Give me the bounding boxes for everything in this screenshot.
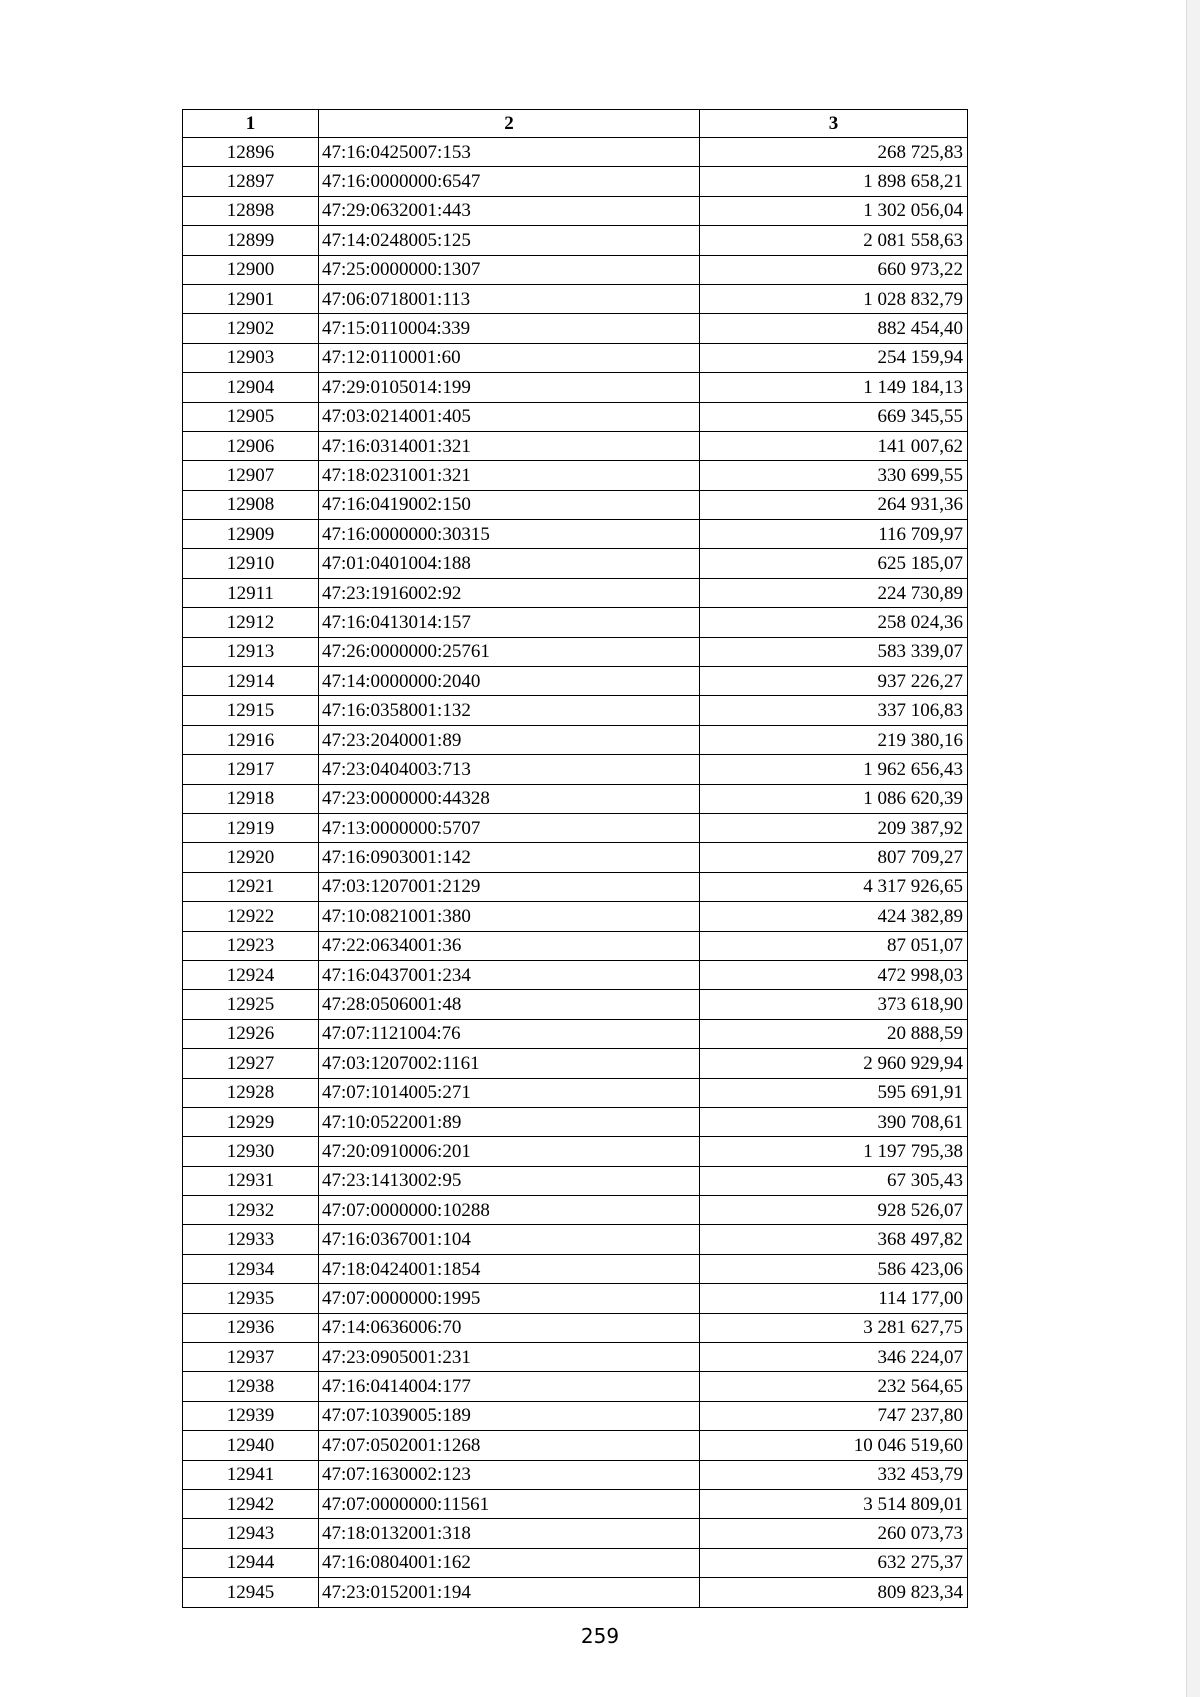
row-number-cell: 12908 <box>183 490 319 519</box>
table-row <box>183 990 968 1019</box>
value-cell: 669 345,55 <box>700 402 968 431</box>
value-cell: 1 086 620,39 <box>700 784 968 813</box>
cadastral-number-cell: 47:26:0000000:25761 <box>319 637 700 666</box>
cadastral-number-cell: 47:07:0000000:11561 <box>319 1489 700 1518</box>
table-row <box>183 1519 968 1548</box>
value-cell: 632 275,37 <box>700 1548 968 1577</box>
cadastral-number-cell: 47:14:0000000:2040 <box>319 667 700 696</box>
value-cell: 2 081 558,63 <box>700 226 968 255</box>
value-cell: 809 823,34 <box>700 1578 968 1607</box>
table-row <box>183 1049 968 1078</box>
cadastral-number-cell: 47:18:0132001:318 <box>319 1519 700 1548</box>
row-number-cell: 12921 <box>183 872 319 901</box>
cadastral-number-cell: 47:23:0000000:44328 <box>319 784 700 813</box>
cadastral-number-cell: 47:07:0502001:1268 <box>319 1431 700 1460</box>
table-row <box>183 167 968 196</box>
row-number-cell: 12926 <box>183 1019 319 1048</box>
value-cell: 67 305,43 <box>700 1166 968 1195</box>
row-number-cell: 12937 <box>183 1343 319 1372</box>
cadastral-number-cell: 47:16:0000000:30315 <box>319 520 700 549</box>
table-row <box>183 1431 968 1460</box>
table-row <box>183 1343 968 1372</box>
row-number-cell: 12944 <box>183 1548 319 1577</box>
table-row <box>183 1078 968 1107</box>
row-number-cell: 12919 <box>183 813 319 842</box>
value-cell: 1 028 832,79 <box>700 284 968 313</box>
cadastral-number-cell: 47:20:0910006:201 <box>319 1137 700 1166</box>
row-number-cell: 12896 <box>183 138 319 167</box>
value-cell: 747 237,80 <box>700 1401 968 1430</box>
value-cell: 373 618,90 <box>700 990 968 1019</box>
table-row <box>183 1372 968 1401</box>
row-number-cell: 12936 <box>183 1313 319 1342</box>
cadastral-number-cell: 47:07:0000000:1995 <box>319 1284 700 1313</box>
value-cell: 424 382,89 <box>700 902 968 931</box>
table-row <box>183 490 968 519</box>
value-cell: 254 159,94 <box>700 343 968 372</box>
table-row <box>183 549 968 578</box>
table-row <box>183 1107 968 1136</box>
cadastral-number-cell: 47:01:0401004:188 <box>319 549 700 578</box>
cadastral-number-cell: 47:14:0636006:70 <box>319 1313 700 1342</box>
table-row <box>183 1401 968 1430</box>
table-row <box>183 1166 968 1195</box>
value-cell: 3 281 627,75 <box>700 1313 968 1342</box>
cadastral-number-cell: 47:15:0110004:339 <box>319 314 700 343</box>
value-cell: 1 962 656,43 <box>700 755 968 784</box>
cadastral-number-cell: 47:23:2040001:89 <box>319 725 700 754</box>
cadastral-number-cell: 47:16:0000000:6547 <box>319 167 700 196</box>
table-row <box>183 843 968 872</box>
value-cell: 1 898 658,21 <box>700 167 968 196</box>
row-number-cell: 12914 <box>183 667 319 696</box>
value-cell: 472 998,03 <box>700 960 968 989</box>
row-number-cell: 12942 <box>183 1489 319 1518</box>
value-cell: 807 709,27 <box>700 843 968 872</box>
cadastral-number-cell: 47:23:1413002:95 <box>319 1166 700 1195</box>
cadastral-number-cell: 47:16:0314001:321 <box>319 431 700 460</box>
value-cell: 337 106,83 <box>700 696 968 725</box>
row-number-cell: 12909 <box>183 520 319 549</box>
value-cell: 141 007,62 <box>700 431 968 460</box>
table-row <box>183 226 968 255</box>
table-row <box>183 1137 968 1166</box>
value-cell: 586 423,06 <box>700 1254 968 1283</box>
cadastral-number-cell: 47:18:0424001:1854 <box>319 1254 700 1283</box>
cadastral-number-cell: 47:07:1630002:123 <box>319 1460 700 1489</box>
row-number-cell: 12912 <box>183 608 319 637</box>
table-row <box>183 725 968 754</box>
table-row <box>183 667 968 696</box>
table-header <box>183 110 968 138</box>
cadastral-number-cell: 47:29:0632001:443 <box>319 196 700 225</box>
column-header-2: 2 <box>319 110 700 138</box>
cadastral-number-cell: 47:03:1207001:2129 <box>319 872 700 901</box>
row-number-cell: 12907 <box>183 461 319 490</box>
cadastral-number-cell: 47:07:1121004:76 <box>319 1019 700 1048</box>
cadastral-number-cell: 47:03:0214001:405 <box>319 402 700 431</box>
cadastral-number-cell: 47:03:1207002:1161 <box>319 1049 700 1078</box>
table-row <box>183 902 968 931</box>
table-row <box>183 1225 968 1254</box>
row-number-cell: 12928 <box>183 1078 319 1107</box>
value-cell: 928 526,07 <box>700 1196 968 1225</box>
table-row <box>183 284 968 313</box>
table-row <box>183 520 968 549</box>
row-number-cell: 12943 <box>183 1519 319 1548</box>
table-row <box>183 578 968 607</box>
cadastral-number-cell: 47:10:0821001:380 <box>319 902 700 931</box>
table-row <box>183 1489 968 1518</box>
cadastral-number-cell: 47:16:0804001:162 <box>319 1548 700 1577</box>
cadastral-number-cell: 47:12:0110001:60 <box>319 343 700 372</box>
value-cell: 1 197 795,38 <box>700 1137 968 1166</box>
row-number-cell: 12939 <box>183 1401 319 1430</box>
table-row <box>183 872 968 901</box>
table-row <box>183 608 968 637</box>
row-number-cell: 12932 <box>183 1196 319 1225</box>
cadastral-number-cell: 47:07:1039005:189 <box>319 1401 700 1430</box>
value-cell: 595 691,91 <box>700 1078 968 1107</box>
table-row <box>183 755 968 784</box>
table-row <box>183 431 968 460</box>
cadastral-number-cell: 47:16:0437001:234 <box>319 960 700 989</box>
value-cell: 937 226,27 <box>700 667 968 696</box>
row-number-cell: 12906 <box>183 431 319 460</box>
value-cell: 268 725,83 <box>700 138 968 167</box>
value-cell: 209 387,92 <box>700 813 968 842</box>
cadastral-number-cell: 47:16:0358001:132 <box>319 696 700 725</box>
cadastral-number-cell: 47:18:0231001:321 <box>319 461 700 490</box>
cadastral-number-cell: 47:23:0905001:231 <box>319 1343 700 1372</box>
row-number-cell: 12925 <box>183 990 319 1019</box>
value-cell: 625 185,07 <box>700 549 968 578</box>
row-number-cell: 12916 <box>183 725 319 754</box>
cadastral-number-cell: 47:25:0000000:1307 <box>319 255 700 284</box>
row-number-cell: 12945 <box>183 1578 319 1607</box>
value-cell: 346 224,07 <box>700 1343 968 1372</box>
row-number-cell: 12920 <box>183 843 319 872</box>
row-number-cell: 12934 <box>183 1254 319 1283</box>
cadastral-number-cell: 47:14:0248005:125 <box>319 226 700 255</box>
row-number-cell: 12924 <box>183 960 319 989</box>
cadastral-number-cell: 47:22:0634001:36 <box>319 931 700 960</box>
value-cell: 258 024,36 <box>700 608 968 637</box>
cadastral-number-cell: 47:16:0413014:157 <box>319 608 700 637</box>
table-row <box>183 314 968 343</box>
row-number-cell: 12903 <box>183 343 319 372</box>
row-number-cell: 12935 <box>183 1284 319 1313</box>
cadastral-number-cell: 47:16:0414004:177 <box>319 1372 700 1401</box>
row-number-cell: 12933 <box>183 1225 319 1254</box>
row-number-cell: 12917 <box>183 755 319 784</box>
row-number-cell: 12918 <box>183 784 319 813</box>
table-row <box>183 1196 968 1225</box>
value-cell: 232 564,65 <box>700 1372 968 1401</box>
row-number-cell: 12897 <box>183 167 319 196</box>
cadastral-number-cell: 47:07:0000000:10288 <box>319 1196 700 1225</box>
row-number-cell: 12913 <box>183 637 319 666</box>
row-number-cell: 12915 <box>183 696 319 725</box>
value-cell: 116 709,97 <box>700 520 968 549</box>
table-row <box>183 461 968 490</box>
table-row <box>183 784 968 813</box>
table-row <box>183 255 968 284</box>
row-number-cell: 12927 <box>183 1049 319 1078</box>
value-cell: 1 149 184,13 <box>700 373 968 402</box>
scrollbar-track[interactable] <box>1186 0 1200 1697</box>
table-row <box>183 960 968 989</box>
table-row <box>183 696 968 725</box>
value-cell: 264 931,36 <box>700 490 968 519</box>
value-cell: 87 051,07 <box>700 931 968 960</box>
cadastral-number-cell: 47:23:0152001:194 <box>319 1578 700 1607</box>
table-row <box>183 931 968 960</box>
value-cell: 20 888,59 <box>700 1019 968 1048</box>
row-number-cell: 12902 <box>183 314 319 343</box>
row-number-cell: 12910 <box>183 549 319 578</box>
page-number: 259 <box>580 1624 620 1648</box>
value-cell: 3 514 809,01 <box>700 1489 968 1518</box>
value-cell: 10 046 519,60 <box>700 1431 968 1460</box>
table-row <box>183 1254 968 1283</box>
row-number-cell: 12901 <box>183 284 319 313</box>
row-number-cell: 12905 <box>183 402 319 431</box>
cadastral-number-cell: 47:16:0367001:104 <box>319 1225 700 1254</box>
row-number-cell: 12938 <box>183 1372 319 1401</box>
value-cell: 583 339,07 <box>700 637 968 666</box>
table-row <box>183 637 968 666</box>
table-row <box>183 1284 968 1313</box>
table-row <box>183 343 968 372</box>
row-number-cell: 12929 <box>183 1107 319 1136</box>
value-cell: 1 302 056,04 <box>700 196 968 225</box>
row-number-cell: 12900 <box>183 255 319 284</box>
value-cell: 660 973,22 <box>700 255 968 284</box>
cadastral-number-cell: 47:16:0903001:142 <box>319 843 700 872</box>
row-number-cell: 12898 <box>183 196 319 225</box>
table-row <box>183 1019 968 1048</box>
table-row <box>183 138 968 167</box>
value-cell: 4 317 926,65 <box>700 872 968 901</box>
table-row <box>183 196 968 225</box>
column-header-3: 3 <box>700 110 968 138</box>
row-number-cell: 12922 <box>183 902 319 931</box>
row-number-cell: 12930 <box>183 1137 319 1166</box>
value-cell: 332 453,79 <box>700 1460 968 1489</box>
cadastral-number-cell: 47:10:0522001:89 <box>319 1107 700 1136</box>
table-row <box>183 402 968 431</box>
row-number-cell: 12941 <box>183 1460 319 1489</box>
row-number-cell: 12923 <box>183 931 319 960</box>
table-body <box>183 138 968 1608</box>
cadastral-number-cell: 47:23:0404003:713 <box>319 755 700 784</box>
value-cell: 882 454,40 <box>700 314 968 343</box>
row-number-cell: 12940 <box>183 1431 319 1460</box>
row-number-cell: 12911 <box>183 578 319 607</box>
cadastral-number-cell: 47:28:0506001:48 <box>319 990 700 1019</box>
row-number-cell: 12899 <box>183 226 319 255</box>
table-row <box>183 1548 968 1577</box>
value-cell: 219 380,16 <box>700 725 968 754</box>
value-cell: 368 497,82 <box>700 1225 968 1254</box>
row-number-cell: 12931 <box>183 1166 319 1195</box>
value-cell: 224 730,89 <box>700 578 968 607</box>
table-row <box>183 1460 968 1489</box>
value-cell: 260 073,73 <box>700 1519 968 1548</box>
value-cell: 114 177,00 <box>700 1284 968 1313</box>
cadastral-number-cell: 47:06:0718001:113 <box>319 284 700 313</box>
table-row <box>183 1313 968 1342</box>
data-table <box>182 109 968 1608</box>
value-cell: 330 699,55 <box>700 461 968 490</box>
cadastral-number-cell: 47:16:0425007:153 <box>319 138 700 167</box>
value-cell: 390 708,61 <box>700 1107 968 1136</box>
cadastral-number-cell: 47:23:1916002:92 <box>319 578 700 607</box>
table-row <box>183 373 968 402</box>
value-cell: 2 960 929,94 <box>700 1049 968 1078</box>
cadastral-number-cell: 47:16:0419002:150 <box>319 490 700 519</box>
row-number-cell: 12904 <box>183 373 319 402</box>
cadastral-number-cell: 47:29:0105014:199 <box>319 373 700 402</box>
table-row <box>183 813 968 842</box>
table-row <box>183 1578 968 1607</box>
cadastral-number-cell: 47:07:1014005:271 <box>319 1078 700 1107</box>
header-row <box>183 110 968 138</box>
column-header-1: 1 <box>183 110 319 138</box>
cadastral-number-cell: 47:13:0000000:5707 <box>319 813 700 842</box>
